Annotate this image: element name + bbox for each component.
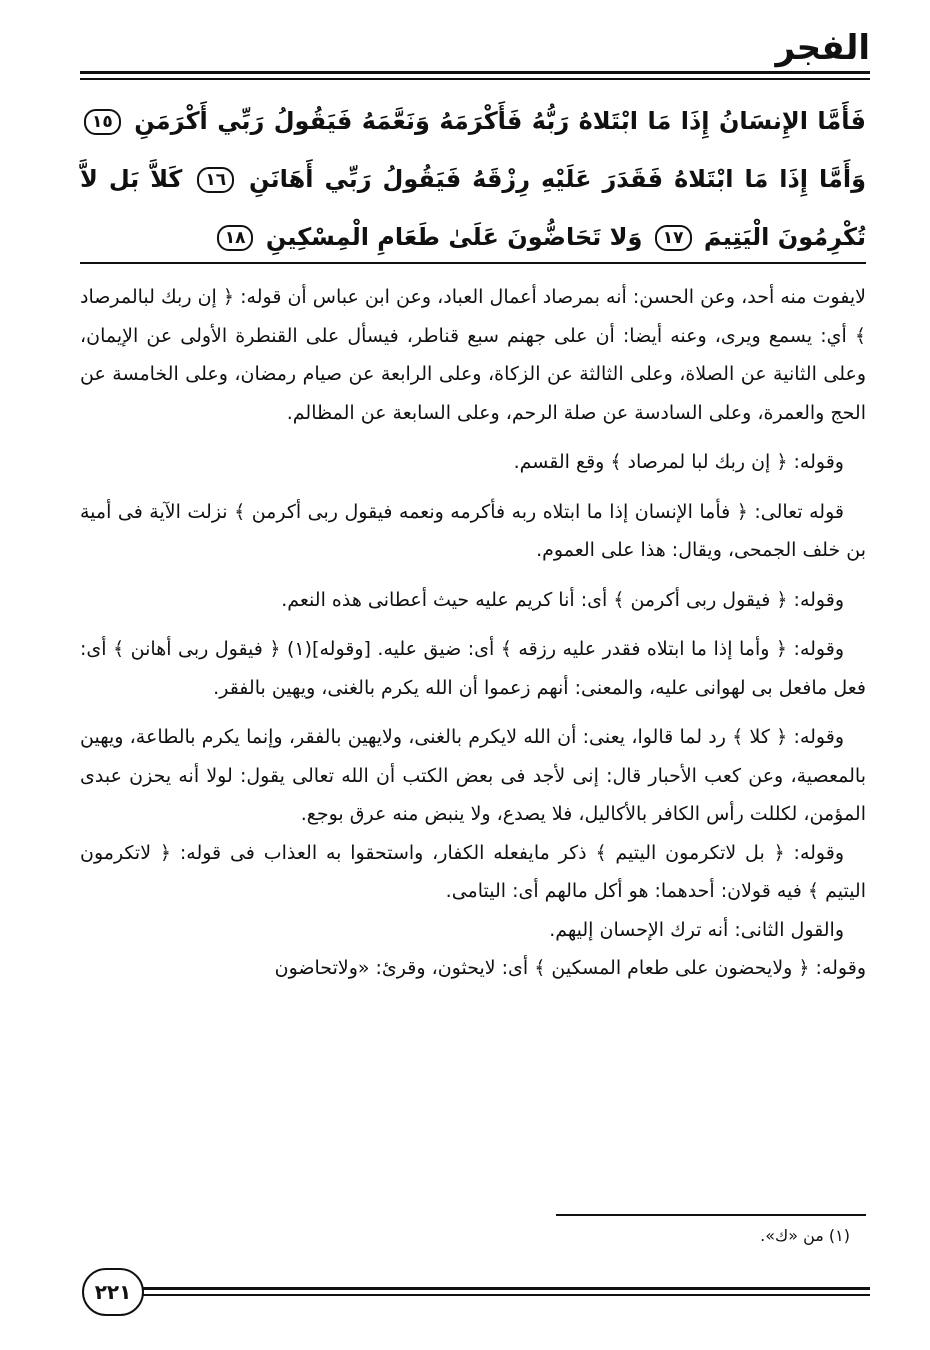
commentary-paragraph: والقول الثانى: أنه ترك الإحسان إليهم.: [549, 918, 844, 941]
footnote-rule: [556, 1214, 866, 1216]
header-rule-thick: [80, 71, 870, 74]
surah-title: الفجر: [775, 28, 870, 68]
quran-verses: [80, 92, 866, 266]
commentary-paragraph: وقوله: ﴿ إن ربك لبا لمرصاد ﴾ وقع القسم.: [513, 451, 844, 473]
header-rule-thin: [80, 78, 870, 80]
commentary-paragraph: وقوله: ﴿ بل لاتكرمون اليتيم ﴾ ذكر مايفعله الكفار، واستحقوا به العذاب فى قوله: ﴿ لاتكرمون اليتيم ﴾ فيه قولان: أحدهما: هو أكل مالهم أى: اليتامى.: [80, 841, 866, 902]
ayah-number-marker: ١٦: [197, 167, 234, 193]
commentary-paragraph: قوله تعالى: ﴿ فأما الإنسان إذا ما ابتلاه ربه فأكرمه ونعمه فيقول ربى أكرمن ﴾ نزلت الآية فى أمية بن خلف الجمحى، ويقال: هذا على العموم.: [80, 500, 866, 561]
footer-rule-thin: [140, 1294, 870, 1296]
commentary-paragraph: وقوله: ﴿ فيقول ربى أكرمن ﴾ أى: أنا كريم عليه حيث أعطانى هذه النعم.: [281, 588, 844, 611]
page-number: ٢٢١: [82, 1268, 144, 1316]
verse-divider-rule: [80, 262, 866, 264]
ayah-number-marker: ١٨: [217, 225, 254, 251]
ayah-number-marker: ١٧: [655, 225, 692, 251]
footer-rule-thick: [140, 1287, 870, 1290]
ayah-number-marker: ١٥: [84, 109, 121, 135]
commentary-paragraph: وقوله: ﴿ وأما إذا ما ابتلاه فقدر عليه رزقه ﴾ أى: ضيق عليه. [وقوله](١) ﴿ فيقول ربى أهانن ﴾ أى: فعل مافعل بى لهوانى عليه، والمعنى: أنهم زعموا أن الله يكرم بالغنى، ويهين بالفقر.: [80, 638, 866, 699]
verse-text: كَلاَّ بَل لاَّ تُكْرِمُونَ الْيَتِيمَ: [80, 165, 866, 251]
commentary-body: [80, 278, 866, 988]
footnote: (١) من «ك».: [760, 1226, 850, 1245]
commentary-paragraph: وقوله: ﴿ كلا ﴾ رد لما قالوا، يعنى: أن الله لايكرم بالغنى، ولايهين بالفقر، وإنما يكرم بالطاعة، ويهين بالمعصية، وعن كعب الأحبار قال: إنى لأجد فى بعض الكتب أن الله تعالى يقول: لولا أنه يحزن عبدى المؤمن، لكللت رأس الكافر بالأكاليل، فلا يصدع، ولا ينبض منه عرق بوجع.: [80, 726, 866, 825]
verse-text: وَأَمَّا إِذَا مَا ابْتَلاهُ فَقَدَرَ عَلَيْهِ رِزْقَهُ فَيَقُولُ رَبِّي أَهَانَنِ: [249, 165, 866, 193]
verse-text: فَأَمَّا الإِنسَانُ إِذَا مَا ابْتَلاهُ رَبُّهُ فَأَكْرَمَهُ وَنَعَّمَهُ فَيَقُولُ رَبِّي أَكْرَمَنِ: [134, 107, 866, 135]
commentary-paragraph: لايفوت منه أحد، وعن الحسن: أنه بمرصاد أعمال العباد، وعن ابن عباس أن قوله: ﴿ إن ربك لبالمرصاد ﴾ أي: يسمع ويرى، وعنه أيضا: أن على جهنم سبع قناطر، فيسأل على القنطرة الأولى عن الإيمان، وعلى الثانية عن الصلاة، وعلى الثالثة عن الزكاة، وعلى الرابعة عن صيام رمضان، وعلى الخامسة عن الحج والعمرة، وعلى السادسة عن صلة الرحم، وعلى السابعة عن المظالم.: [80, 286, 866, 424]
commentary-paragraph: وقوله: ﴿ ولايحضون على طعام المسكين ﴾ أى: لايحثون، وقرئ: «ولاتحاضون: [274, 957, 866, 979]
verse-text: وَلا تَحَاضُّونَ عَلَىٰ طَعَامِ الْمِسْكِينِ: [265, 223, 643, 251]
